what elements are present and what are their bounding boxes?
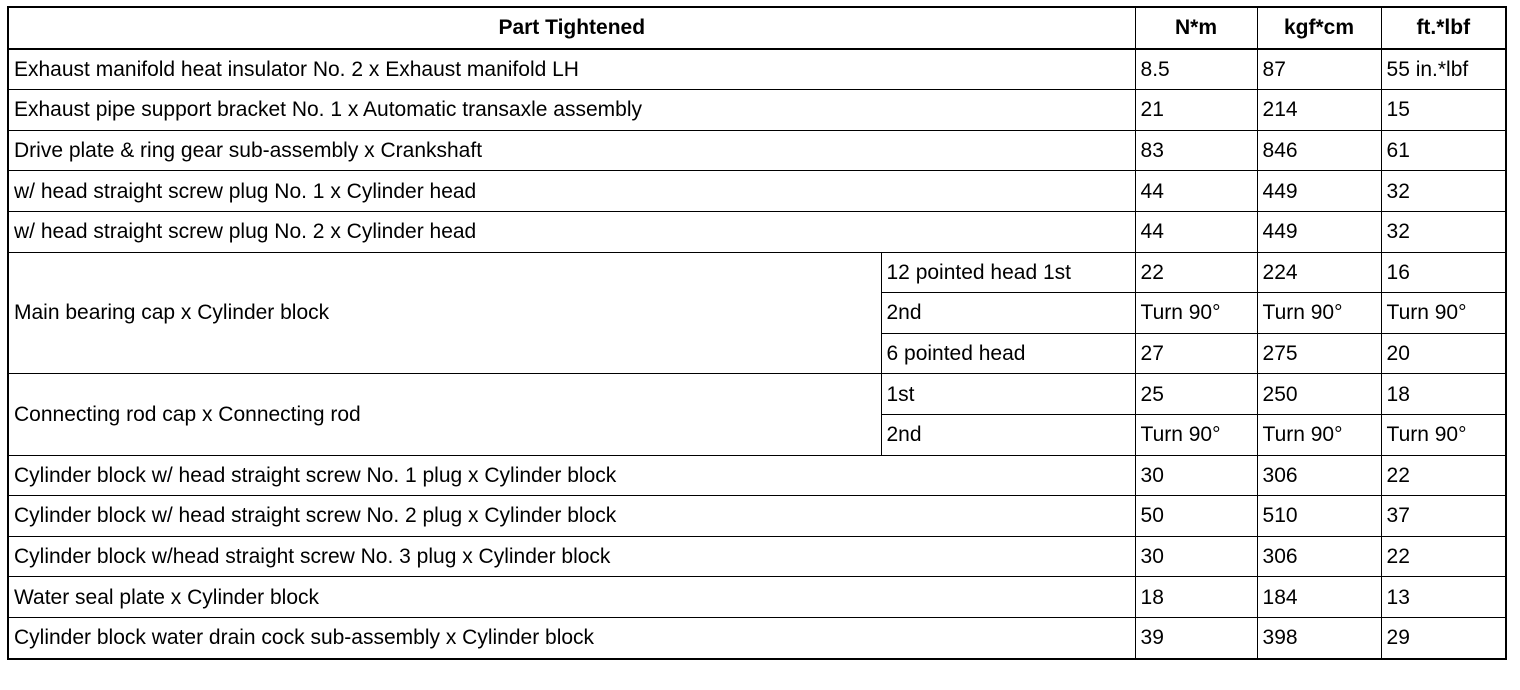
table-row — [8, 211, 1506, 252]
kgf-cell: 846 — [1257, 130, 1381, 171]
nm-cell: 83 — [1135, 130, 1257, 171]
ft-cell: 32 — [1381, 211, 1506, 252]
table-row — [8, 577, 1506, 618]
nm-cell: 25 — [1135, 374, 1257, 415]
ft-cell: 13 — [1381, 577, 1506, 618]
part-cell: w/ head straight screw plug No. 2 x Cylinder head — [8, 211, 1135, 252]
ft-cell: 29 — [1381, 617, 1506, 658]
part-cell: Water seal plate x Cylinder block — [8, 577, 1135, 618]
nm-cell: 39 — [1135, 617, 1257, 658]
nm-cell: Turn 90° — [1135, 414, 1257, 455]
step-cell: 1st — [881, 374, 1135, 415]
header-kgf-cm: kgf*cm — [1257, 7, 1381, 49]
table-row — [8, 617, 1506, 658]
table-row — [8, 49, 1506, 90]
part-cell: Connecting rod cap x Connecting rod — [8, 374, 881, 455]
kgf-cell: 224 — [1257, 252, 1381, 293]
step-cell: 6 pointed head — [881, 333, 1135, 374]
part-cell: w/ head straight screw plug No. 1 x Cylinder head — [8, 171, 1135, 212]
nm-cell: Turn 90° — [1135, 293, 1257, 334]
table-row — [8, 374, 1506, 415]
nm-cell: 8.5 — [1135, 49, 1257, 90]
ft-cell: 61 — [1381, 130, 1506, 171]
ft-cell: Turn 90° — [1381, 414, 1506, 455]
kgf-cell: 306 — [1257, 455, 1381, 496]
kgf-cell: 449 — [1257, 211, 1381, 252]
kgf-cell: 449 — [1257, 171, 1381, 212]
table-row — [8, 130, 1506, 171]
nm-cell: 18 — [1135, 577, 1257, 618]
nm-cell: 30 — [1135, 455, 1257, 496]
table-row — [8, 252, 1506, 293]
table-row — [8, 90, 1506, 131]
ft-cell: 16 — [1381, 252, 1506, 293]
kgf-cell: 214 — [1257, 90, 1381, 131]
part-cell: Cylinder block w/ head straight screw No. 2 plug x Cylinder block — [8, 496, 1135, 537]
ft-cell: 55 in.*lbf — [1381, 49, 1506, 90]
part-cell: Main bearing cap x Cylinder block — [8, 252, 881, 374]
nm-cell: 22 — [1135, 252, 1257, 293]
kgf-cell: 306 — [1257, 536, 1381, 577]
step-cell: 12 pointed head 1st — [881, 252, 1135, 293]
ft-cell: 20 — [1381, 333, 1506, 374]
ft-cell: 22 — [1381, 455, 1506, 496]
kgf-cell: Turn 90° — [1257, 414, 1381, 455]
part-cell: Cylinder block w/ head straight screw No. 1 plug x Cylinder block — [8, 455, 1135, 496]
nm-cell: 27 — [1135, 333, 1257, 374]
table-row — [8, 536, 1506, 577]
ft-cell: Turn 90° — [1381, 293, 1506, 334]
nm-cell: 44 — [1135, 171, 1257, 212]
nm-cell: 44 — [1135, 211, 1257, 252]
ft-cell: 22 — [1381, 536, 1506, 577]
kgf-cell: 398 — [1257, 617, 1381, 658]
part-cell: Exhaust pipe support bracket No. 1 x Automatic transaxle assembly — [8, 90, 1135, 131]
part-cell: Exhaust manifold heat insulator No. 2 x Exhaust manifold LH — [8, 49, 1135, 90]
header-ft-lbf: ft.*lbf — [1381, 7, 1506, 49]
nm-cell: 30 — [1135, 536, 1257, 577]
kgf-cell: Turn 90° — [1257, 293, 1381, 334]
step-cell: 2nd — [881, 293, 1135, 334]
nm-cell: 21 — [1135, 90, 1257, 131]
part-cell: Cylinder block w/head straight screw No. 3 plug x Cylinder block — [8, 536, 1135, 577]
ft-cell: 18 — [1381, 374, 1506, 415]
kgf-cell: 184 — [1257, 577, 1381, 618]
step-cell: 2nd — [881, 414, 1135, 455]
table-row — [8, 171, 1506, 212]
table-row — [8, 455, 1506, 496]
kgf-cell: 510 — [1257, 496, 1381, 537]
ft-cell: 37 — [1381, 496, 1506, 537]
ft-cell: 32 — [1381, 171, 1506, 212]
header-nm: N*m — [1135, 7, 1257, 49]
kgf-cell: 87 — [1257, 49, 1381, 90]
table-row — [8, 496, 1506, 537]
torque-table — [7, 6, 1507, 660]
header-row — [8, 7, 1506, 49]
torque-spec-sheet — [7, 6, 1507, 660]
kgf-cell: 250 — [1257, 374, 1381, 415]
header-part-tightened: Part Tightened — [8, 7, 1135, 49]
nm-cell: 50 — [1135, 496, 1257, 537]
kgf-cell: 275 — [1257, 333, 1381, 374]
ft-cell: 15 — [1381, 90, 1506, 131]
part-cell: Drive plate & ring gear sub-assembly x Crankshaft — [8, 130, 1135, 171]
part-cell: Cylinder block water drain cock sub-assembly x Cylinder block — [8, 617, 1135, 658]
